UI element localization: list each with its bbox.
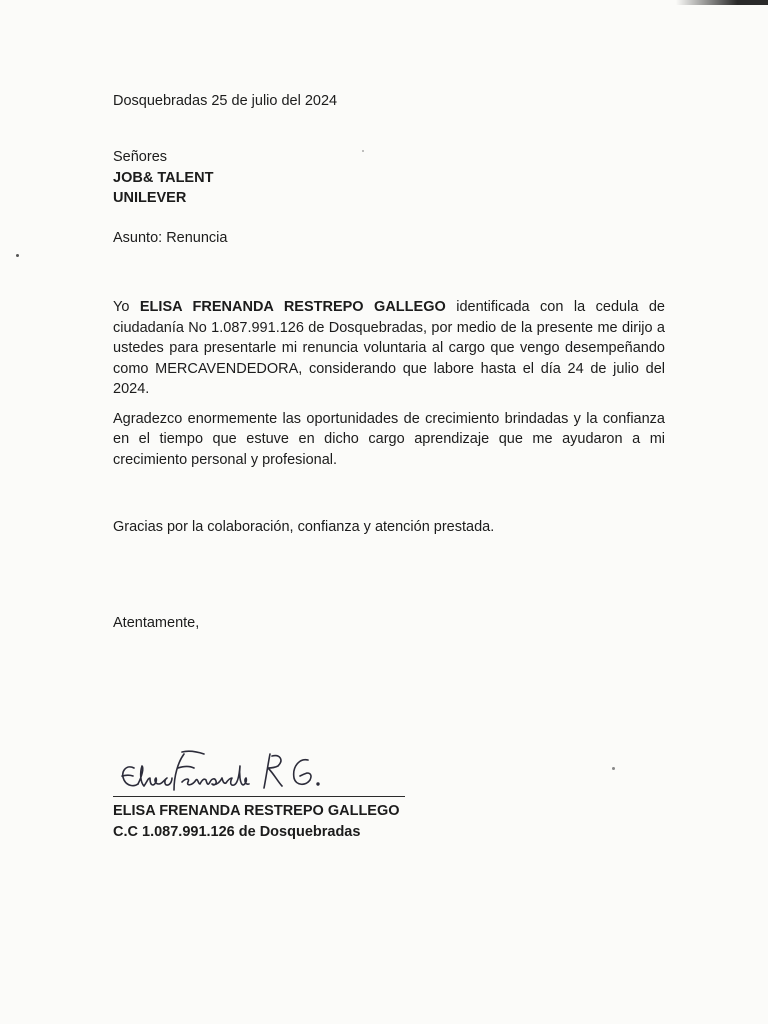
scan-speck — [362, 150, 364, 152]
paragraph-1-name: ELISA FRENANDA RESTREPO GALLEGO — [139, 299, 446, 315]
letter-body — [113, 297, 665, 470]
recipient-company-2: UNILEVER — [113, 190, 187, 206]
salutation: Señores — [113, 149, 168, 165]
signature-line — [113, 796, 405, 797]
signature-text: Elisa Fernanda R.G. — [112, 738, 122, 739]
handwritten-signature — [112, 738, 412, 800]
scan-speck — [612, 767, 615, 770]
scan-edge — [0, 0, 768, 5]
signer-name: ELISA FRENANDA RESTREPO GALLEGO — [113, 803, 400, 819]
paragraph-1-rest: identificada con la cedula de ciudadanía No 1.087.991.126 de Dosquebradas, por medio de la presente me dirijo a ustedes para presentarle mi renuncia voluntaria al cargo que vengo desempeñando como MERCAVENDEDORA, considerando que labore hasta el día 24 de julio del 2024. — [113, 299, 665, 397]
signer-id: C.C 1.087.991.126 de Dosquebradas — [113, 824, 361, 840]
signer-block — [113, 801, 400, 843]
addressee-block — [113, 147, 213, 209]
paragraph-2: Agradezco enormemente las oportunidades de crecimiento brindadas y la confianza en el tiempo que estuve en dicho cargo aprendizaje que me ayudaron a mi crecimiento personal y profesional. — [113, 410, 665, 468]
closing-line: Atentamente, — [113, 615, 200, 631]
date-line: Dosquebradas 25 de julio del 2024 — [113, 93, 338, 109]
scan-speck — [16, 254, 19, 257]
subject-line: Asunto: Renuncia — [113, 230, 228, 246]
thanks-line: Gracias por la colaboración, confianza y atención prestada. — [113, 519, 495, 535]
recipient-company: JOB& TALENT — [113, 169, 214, 186]
paragraph-1-intro: Yo — [113, 299, 140, 315]
paragraph-1 — [113, 297, 665, 400]
